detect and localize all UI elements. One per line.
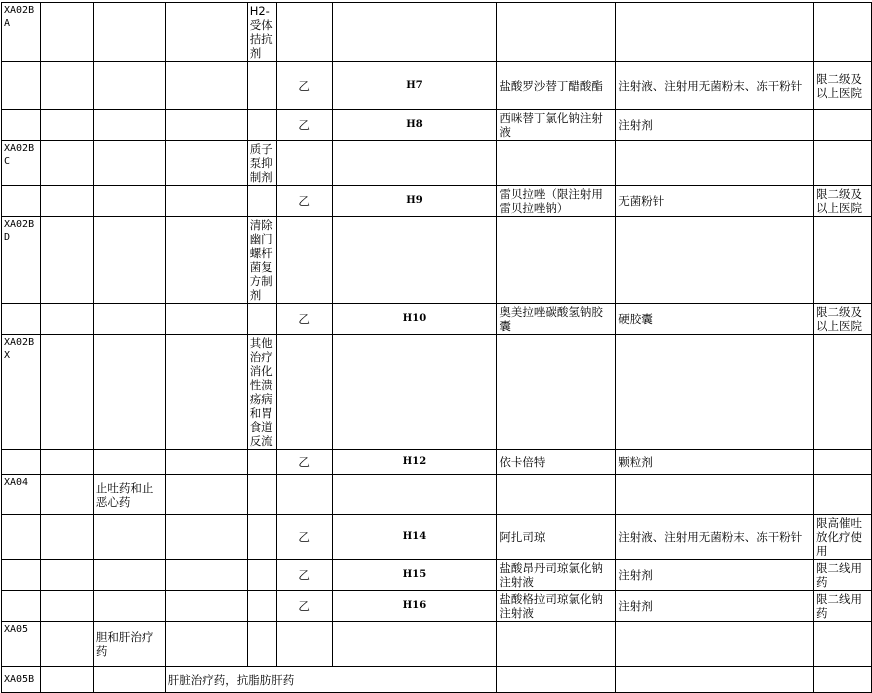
number-cell-text: H10	[402, 313, 427, 324]
drug-name-cell	[497, 304, 616, 335]
number-cell	[332, 62, 497, 110]
number-cell	[332, 304, 497, 335]
dosage-form-cell	[616, 560, 814, 591]
table-row	[2, 62, 872, 110]
number-cell	[332, 622, 497, 667]
subcategory-cell-text: H2-受体拮抗剂	[249, 4, 273, 60]
blank-cell	[40, 110, 93, 141]
category-cell	[93, 3, 165, 62]
dosage-form-cell	[616, 304, 814, 335]
grade-cell	[276, 141, 332, 186]
grade-cell-text: 乙	[298, 78, 310, 93]
category-cell	[93, 335, 165, 450]
blank-cell	[165, 141, 247, 186]
dosage-form-cell	[616, 141, 814, 186]
code-cell	[2, 110, 41, 141]
subcategory-cell	[247, 186, 276, 217]
drug-name-cell-text: 盐酸格拉司琼氯化钠注射液	[499, 592, 603, 620]
number-cell	[332, 335, 497, 450]
drug-name-cell-text: 奥美拉唑碳酸氢钠胶囊	[499, 305, 603, 333]
blank-cell	[165, 335, 247, 450]
category-cell-text: 胆和肝治疗药	[95, 630, 154, 658]
table-row	[2, 450, 872, 475]
dosage-form-cell-text: 硬胶囊	[618, 312, 653, 326]
grade-cell	[276, 3, 332, 62]
code-cell-text: XA02BX	[4, 337, 35, 361]
grade-cell-text: 乙	[298, 455, 310, 469]
grade-cell	[276, 591, 332, 622]
grade-cell-text: 乙	[298, 312, 310, 326]
dosage-form-cell	[616, 591, 814, 622]
drug-name-cell	[497, 450, 616, 475]
dosage-form-cell-text: 注射剂	[618, 568, 653, 582]
number-cell	[332, 591, 497, 622]
subcategory-cell	[247, 217, 276, 304]
subcategory-cell	[247, 450, 276, 475]
drug-name-cell-text: 雷贝拉唑（限注射用雷贝拉唑钠）	[499, 187, 603, 215]
subcategory-cell	[247, 591, 276, 622]
table-row	[2, 186, 872, 217]
blank-cell	[40, 667, 93, 693]
dosage-form-cell-text: 颗粒剂	[618, 455, 653, 469]
code-cell	[2, 141, 41, 186]
note-cell-text: 限二线用药	[815, 561, 862, 589]
category-cell	[93, 667, 165, 693]
code-cell	[2, 591, 41, 622]
category-cell	[93, 560, 165, 591]
table-row	[2, 141, 872, 186]
category-cell	[93, 591, 165, 622]
table-row	[2, 217, 872, 304]
blank-cell	[40, 591, 93, 622]
note-cell-text: 限二线用药	[815, 592, 862, 620]
blank-cell	[40, 141, 93, 186]
dosage-form-cell	[616, 622, 814, 667]
dosage-form-cell	[616, 110, 814, 141]
table-row	[2, 622, 872, 667]
category-cell	[93, 475, 165, 515]
blank-cell	[813, 667, 871, 693]
number-cell	[332, 450, 497, 475]
code-cell	[2, 475, 41, 515]
grade-cell	[276, 217, 332, 304]
number-cell	[332, 217, 497, 304]
category-cell	[93, 141, 165, 186]
subcategory-cell	[247, 622, 276, 667]
blank-cell	[497, 667, 616, 693]
note-cell	[813, 450, 871, 475]
category-cell	[93, 304, 165, 335]
grade-cell-text: 乙	[298, 568, 310, 582]
subcategory-cell-text: 质子泵抑制剂	[249, 142, 273, 184]
number-cell	[332, 560, 497, 591]
blank-cell	[40, 62, 93, 110]
grade-cell	[276, 475, 332, 515]
code-cell-text: XA02BD	[4, 219, 35, 243]
blank-cell	[165, 560, 247, 591]
note-cell-text: 限二级及以上医院	[815, 305, 862, 333]
number-cell	[332, 141, 497, 186]
category-cell	[93, 217, 165, 304]
code-cell	[2, 335, 41, 450]
blank-cell	[40, 450, 93, 475]
blank-cell	[40, 304, 93, 335]
table-row	[2, 304, 872, 335]
blank-cell	[40, 335, 93, 450]
dosage-form-cell	[616, 3, 814, 62]
code-cell	[2, 560, 41, 591]
blank-cell	[40, 622, 93, 667]
drug-name-cell	[497, 110, 616, 141]
code-cell	[2, 186, 41, 217]
category-cell	[93, 622, 165, 667]
number-cell-text: H8	[406, 119, 423, 130]
number-cell-text: H9	[406, 195, 423, 206]
drug-name-cell	[497, 622, 616, 667]
category-cell	[93, 450, 165, 475]
drug-name-cell	[497, 62, 616, 110]
table-row	[2, 591, 872, 622]
grade-cell	[276, 450, 332, 475]
code-cell-text: XA02BC	[4, 143, 35, 167]
number-cell-text: H16	[402, 600, 427, 611]
category-cell-text: 止吐药和止恶心药	[95, 480, 154, 509]
table-row	[2, 110, 872, 141]
blank-cell	[165, 62, 247, 110]
code-cell	[2, 304, 41, 335]
drug-name-cell	[497, 217, 616, 304]
table-row	[2, 335, 872, 450]
blank-cell	[165, 217, 247, 304]
note-cell	[813, 304, 871, 335]
grade-cell-text: 乙	[298, 530, 310, 544]
grade-cell	[276, 62, 332, 110]
dosage-form-cell	[616, 217, 814, 304]
drug-name-cell-text: 阿扎司琼	[499, 530, 546, 544]
category-cell	[93, 110, 165, 141]
dosage-form-cell	[616, 475, 814, 515]
note-cell	[813, 217, 871, 304]
code-cell-text: XA04	[4, 477, 29, 488]
code-cell	[2, 622, 41, 667]
dosage-form-cell-text: 注射液、注射用无菌粉末、冻干粉针	[618, 78, 803, 93]
grade-cell-text: 乙	[298, 118, 310, 132]
blank-cell	[165, 591, 247, 622]
code-cell	[2, 450, 41, 475]
dosage-form-cell	[616, 62, 814, 110]
drug-name-cell-text: 依卡倍特	[499, 455, 546, 469]
note-cell	[813, 186, 871, 217]
subcategory-cell	[247, 304, 276, 335]
note-cell	[813, 3, 871, 62]
table-row	[2, 3, 872, 62]
number-cell	[332, 186, 497, 217]
dosage-form-cell	[616, 450, 814, 475]
grade-cell	[276, 335, 332, 450]
grade-cell-text: 乙	[298, 194, 310, 208]
drug-catalog-table	[1, 2, 872, 693]
grade-cell-text: 乙	[298, 599, 310, 613]
dosage-form-cell-text: 注射液、注射用无菌粉末、冻干粉针	[618, 530, 803, 544]
subcategory-cell	[247, 3, 276, 62]
subcategory-cell-text: 肝脏治疗药，抗脂肪肝药	[167, 672, 295, 687]
drug-name-cell	[497, 186, 616, 217]
category-cell	[93, 62, 165, 110]
blank-cell	[165, 475, 247, 515]
subcategory-cell	[247, 475, 276, 515]
code-cell	[2, 667, 41, 693]
drug-name-cell-text: 西咪替丁氯化钠注射液	[499, 111, 603, 139]
code-cell-text: XA05	[4, 624, 29, 635]
note-cell-text: 限二级及以上医院	[815, 71, 862, 100]
blank-cell	[40, 217, 93, 304]
grade-cell	[276, 560, 332, 591]
grade-cell	[276, 304, 332, 335]
subcategory-cell	[247, 335, 276, 450]
drug-name-cell	[497, 141, 616, 186]
subcategory-cell	[247, 62, 276, 110]
note-cell	[813, 622, 871, 667]
grade-cell	[276, 622, 332, 667]
code-cell	[2, 3, 41, 62]
note-cell	[813, 560, 871, 591]
dosage-form-cell	[616, 186, 814, 217]
grade-cell	[276, 110, 332, 141]
dosage-form-cell	[616, 335, 814, 450]
drug-name-cell	[497, 475, 616, 515]
blank-cell	[40, 186, 93, 217]
note-cell	[813, 141, 871, 186]
blank-cell	[40, 560, 93, 591]
number-cell	[332, 110, 497, 141]
drug-name-cell-text: 盐酸昂丹司琼氯化钠注射液	[499, 561, 603, 589]
blank-cell	[40, 3, 93, 62]
drug-name-cell	[497, 591, 616, 622]
note-cell	[813, 591, 871, 622]
subcategory-cell-text: 其他治疗消化性溃疡病和胃食道反流	[249, 336, 273, 448]
drug-name-cell	[497, 560, 616, 591]
grade-cell	[276, 186, 332, 217]
note-cell-text: 限二级及以上医院	[815, 187, 862, 215]
note-cell	[813, 335, 871, 450]
table-row	[2, 667, 872, 693]
number-cell-text: H12	[402, 456, 427, 467]
blank-cell	[165, 110, 247, 141]
dosage-form-cell-text: 注射剂	[618, 118, 653, 132]
note-cell-text: 限高催吐放化疗使用	[815, 516, 862, 558]
blank-cell	[165, 450, 247, 475]
drug-name-cell	[497, 335, 616, 450]
drug-name-cell	[497, 3, 616, 62]
number-cell	[332, 475, 497, 515]
category-cell	[93, 186, 165, 217]
blank-cell	[165, 3, 247, 62]
subcategory-cell	[247, 141, 276, 186]
table-body	[2, 3, 872, 693]
blank-cell	[165, 186, 247, 217]
subcategory-cell	[247, 560, 276, 591]
note-cell	[813, 110, 871, 141]
note-cell	[813, 475, 871, 515]
subcategory-cell	[165, 667, 497, 693]
code-cell	[2, 217, 41, 304]
number-cell	[332, 3, 497, 62]
number-cell-text: H15	[402, 569, 427, 580]
table-row	[2, 560, 872, 591]
code-cell-text: XA05B	[4, 674, 35, 685]
subcategory-cell-text: 清除幽门螺杆菌复方制剂	[249, 218, 273, 302]
number-cell-text: H14	[402, 531, 427, 542]
dosage-form-cell-text: 无菌粉针	[618, 194, 665, 208]
note-cell	[813, 62, 871, 110]
blank-cell	[616, 667, 814, 693]
code-cell-text: XA02BA	[4, 5, 35, 29]
dosage-form-cell-text: 注射剂	[618, 599, 653, 613]
drug-name-cell-text: 盐酸罗沙替丁醋酸酯	[499, 78, 603, 93]
blank-cell	[165, 304, 247, 335]
code-cell	[2, 62, 41, 110]
number-cell-text: H7	[406, 79, 423, 91]
blank-cell	[165, 622, 247, 667]
table-row	[2, 475, 872, 515]
blank-cell	[40, 475, 93, 515]
subcategory-cell	[247, 110, 276, 141]
